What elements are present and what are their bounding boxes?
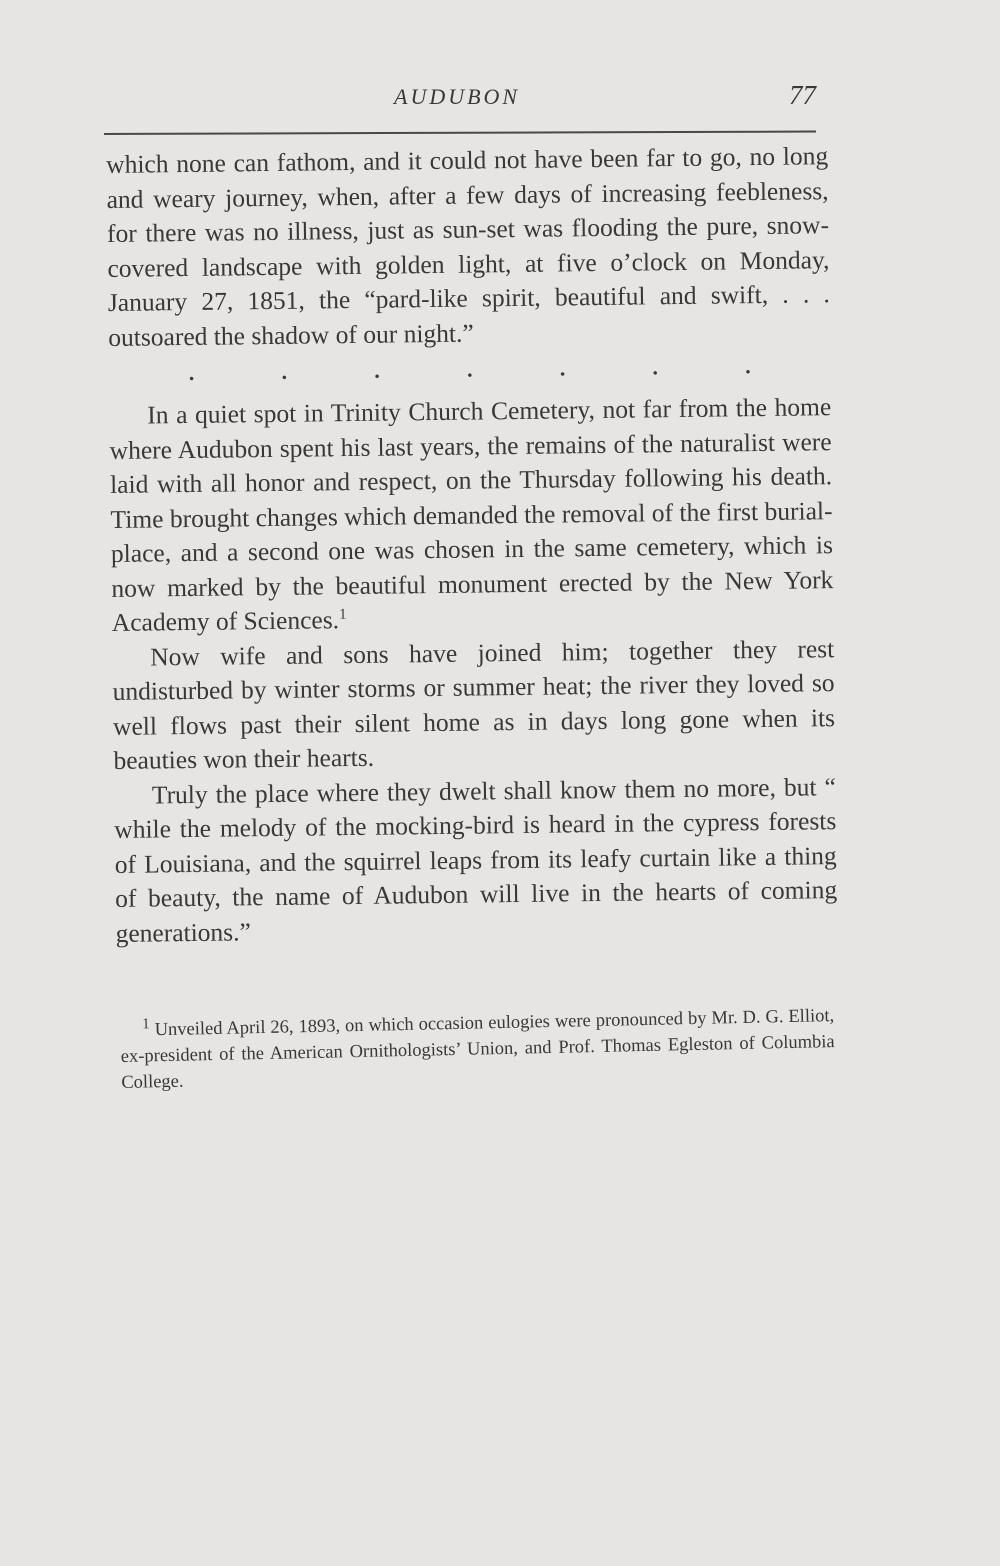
footnote-text: Unveiled April 26, 1893, on which occasion eulogies were pronounced by Mr. D. G. Elliot, ex-president of the American Ornithologists’ Union, and Prof. Thomas Egleston of Columbia College.	[120, 1006, 835, 1093]
page-number: 77	[789, 80, 816, 110]
paragraph-2-text: In a quiet spot in Trinity Church Cemetery, not far from the home where Audubon spent his last years, the remains of the naturalist were laid with all honor and respect, on the Thursday following his death. Time brought changes which demanded the removal of the first burial-place, and a second one was chosen in the same cemetery, which is now marked by the beautiful monument erected by the New York Academy of Sciences.	[109, 392, 834, 637]
main-text	[106, 139, 838, 951]
dot: .	[652, 354, 659, 380]
header-rule	[104, 131, 816, 135]
dot: .	[374, 357, 380, 383]
footnote-paragraph	[120, 1003, 835, 1096]
dot: .	[745, 353, 751, 379]
dot: .	[466, 356, 473, 382]
dot: .	[559, 355, 566, 381]
paragraph-1: which none can fathom, and it could not have been far to go, no long and weary journey, when, after a few days of increasing feebleness, for there was no illness, just as sun-set was flooding the pure, snow-covered landscape with golden light, at five o’clock on Monday, January 27, 1851, the “pard-like spirit, beautiful and swift, . . . outsoared the shadow of our night.”	[106, 141, 831, 352]
dot: .	[188, 359, 195, 386]
page-header	[104, 80, 816, 122]
running-title: AUDUBON	[394, 84, 521, 109]
dot: .	[281, 358, 288, 384]
paragraph-2	[109, 390, 834, 640]
footnote	[120, 1003, 835, 1096]
paragraph-4: Truly the place where they dwelt shall know them no more, but “ while the melody of the mocking-bird is heard in the cypress forests of Louisiana, and the squirrel leaps from its leafy curtain like a thing of beauty, the name of Audubon will live in the hearts of coming generations.”	[114, 771, 838, 948]
footnote-reference: 1	[338, 606, 347, 623]
paragraph-3: Now wife and sons have joined him; together they rest undisturbed by winter storms or summer heat; the river they loved so well flows past their silent home as in days long gone when its beauties won their hearts.	[112, 633, 836, 775]
footnote-marker: 1	[141, 1016, 150, 1033]
